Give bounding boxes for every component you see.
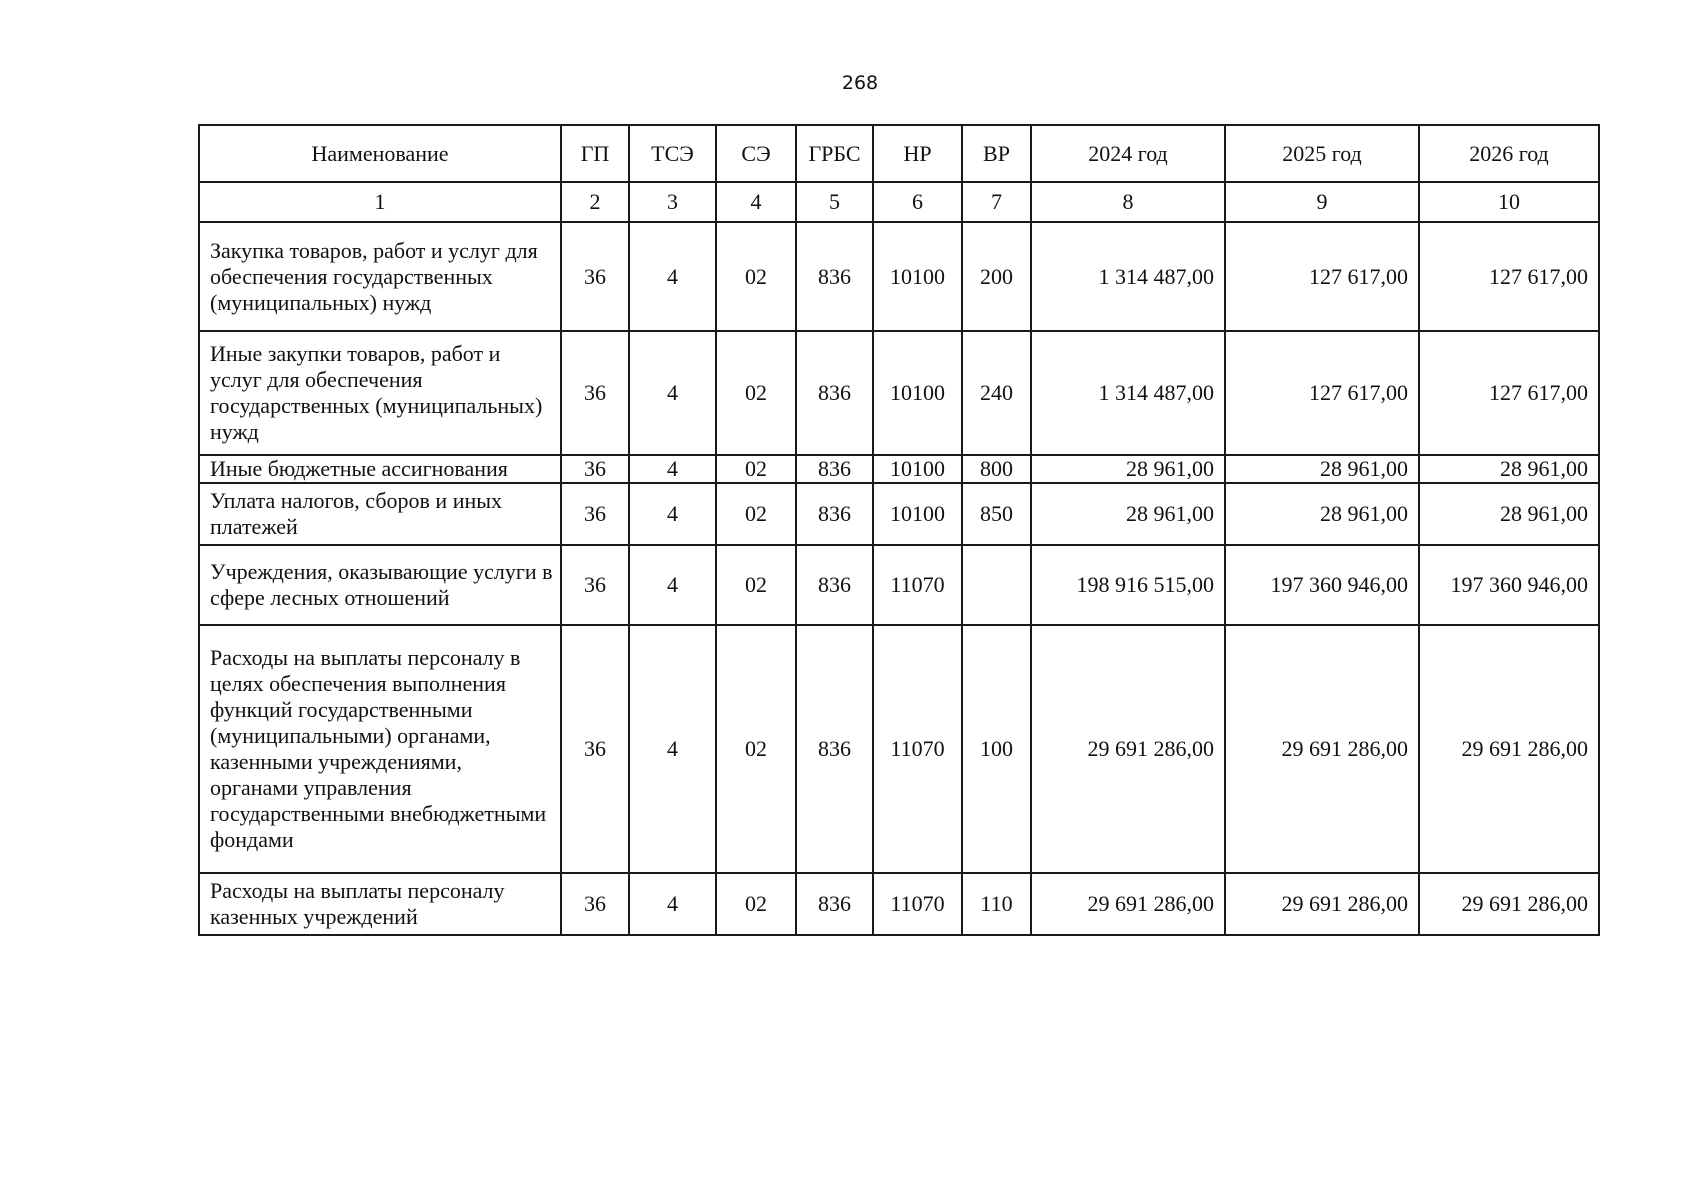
header-se: СЭ [716,125,796,182]
row-se: 02 [716,331,796,455]
row-amount-2024: 28 961,00 [1031,483,1225,545]
row-grbs: 836 [796,455,873,483]
row-name: Расходы на выплаты персоналу казенных учреждений [199,873,561,935]
row-tse: 4 [629,873,716,935]
row-amount-2025: 197 360 946,00 [1225,545,1419,625]
header-row [199,125,1599,182]
row-vr [962,545,1031,625]
page-number: 268 [841,72,879,94]
table-row [199,545,1599,625]
budget-table [198,124,1600,936]
row-gp: 36 [561,873,629,935]
row-nr: 10100 [873,483,962,545]
row-se: 02 [716,455,796,483]
row-tse: 4 [629,331,716,455]
column-number: 1 [199,182,561,222]
column-number: 3 [629,182,716,222]
row-amount-2026: 29 691 286,00 [1419,625,1599,873]
header-2025: 2025 год [1225,125,1419,182]
row-gp: 36 [561,331,629,455]
row-amount-2025: 28 961,00 [1225,455,1419,483]
column-number: 6 [873,182,962,222]
row-se: 02 [716,222,796,331]
row-amount-2024: 28 961,00 [1031,455,1225,483]
row-vr: 100 [962,625,1031,873]
row-grbs: 836 [796,222,873,331]
column-number: 5 [796,182,873,222]
row-se: 02 [716,545,796,625]
table-row [199,873,1599,935]
row-tse: 4 [629,625,716,873]
row-amount-2026: 197 360 946,00 [1419,545,1599,625]
row-nr: 11070 [873,545,962,625]
row-amount-2024: 198 916 515,00 [1031,545,1225,625]
header-nr: НР [873,125,962,182]
row-amount-2026: 29 691 286,00 [1419,873,1599,935]
row-name: Иные закупки товаров, работ и услуг для обеспечения государственных (муниципальных) нужд [199,331,561,455]
row-nr: 10100 [873,222,962,331]
header-gp: ГП [561,125,629,182]
row-grbs: 836 [796,625,873,873]
header-tse: ТСЭ [629,125,716,182]
table-row [199,625,1599,873]
row-amount-2026: 127 617,00 [1419,222,1599,331]
row-grbs: 836 [796,483,873,545]
row-grbs: 836 [796,545,873,625]
row-nr: 10100 [873,331,962,455]
row-vr: 200 [962,222,1031,331]
column-number: 10 [1419,182,1599,222]
row-tse: 4 [629,455,716,483]
row-gp: 36 [561,545,629,625]
row-amount-2025: 127 617,00 [1225,331,1419,455]
header-grbs: ГРБС [796,125,873,182]
column-number: 9 [1225,182,1419,222]
row-name: Закупка товаров, работ и услуг для обеспечения государственных (муниципальных) нужд [199,222,561,331]
row-vr: 110 [962,873,1031,935]
header-2026: 2026 год [1419,125,1599,182]
column-number: 8 [1031,182,1225,222]
column-number: 7 [962,182,1031,222]
row-nr: 11070 [873,625,962,873]
row-vr: 240 [962,331,1031,455]
header-2024: 2024 год [1031,125,1225,182]
row-gp: 36 [561,625,629,873]
table-row [199,455,1599,483]
row-amount-2025: 28 961,00 [1225,483,1419,545]
row-tse: 4 [629,483,716,545]
row-amount-2025: 127 617,00 [1225,222,1419,331]
row-grbs: 836 [796,331,873,455]
row-amount-2024: 1 314 487,00 [1031,222,1225,331]
row-vr: 850 [962,483,1031,545]
row-amount-2024: 29 691 286,00 [1031,873,1225,935]
row-amount-2026: 28 961,00 [1419,483,1599,545]
column-number-row [199,182,1599,222]
row-gp: 36 [561,455,629,483]
row-name: Уплата налогов, сборов и иных платежей [199,483,561,545]
row-tse: 4 [629,222,716,331]
row-amount-2025: 29 691 286,00 [1225,873,1419,935]
column-number: 4 [716,182,796,222]
row-amount-2024: 1 314 487,00 [1031,331,1225,455]
row-name: Расходы на выплаты персоналу в целях обеспечения выполнения функций государственными (муниципальными) органами, казенными учреждениями, органами управления государственными внебюджетными фондами [199,625,561,873]
row-amount-2026: 127 617,00 [1419,331,1599,455]
row-gp: 36 [561,483,629,545]
row-amount-2026: 28 961,00 [1419,455,1599,483]
table-row [199,483,1599,545]
row-vr: 800 [962,455,1031,483]
row-nr: 10100 [873,455,962,483]
row-name: Иные бюджетные ассигнования [199,455,561,483]
row-nr: 11070 [873,873,962,935]
row-name: Учреждения, оказывающие услуги в сфере лесных отношений [199,545,561,625]
header-vr: ВР [962,125,1031,182]
row-tse: 4 [629,545,716,625]
row-se: 02 [716,873,796,935]
header-name: Наименование [199,125,561,182]
row-se: 02 [716,625,796,873]
row-gp: 36 [561,222,629,331]
table-row [199,222,1599,331]
row-amount-2024: 29 691 286,00 [1031,625,1225,873]
row-se: 02 [716,483,796,545]
column-number: 2 [561,182,629,222]
table-row [199,331,1599,455]
row-grbs: 836 [796,873,873,935]
row-amount-2025: 29 691 286,00 [1225,625,1419,873]
